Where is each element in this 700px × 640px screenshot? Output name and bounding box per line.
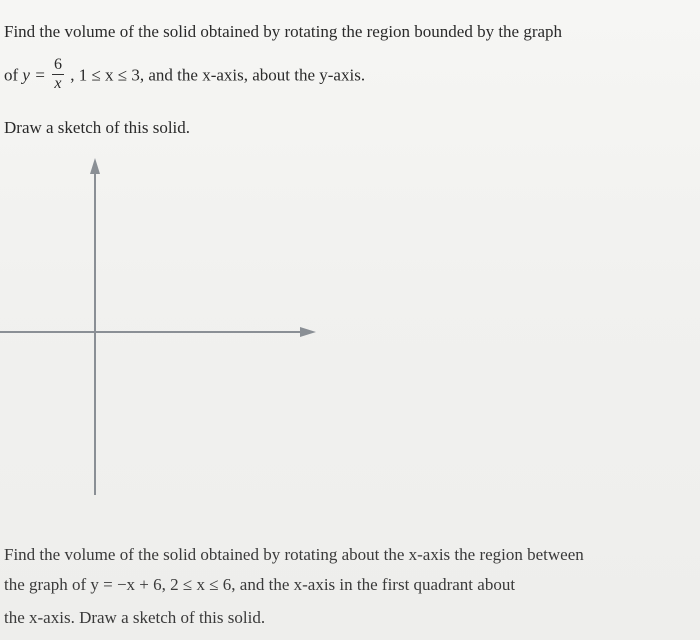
problem2-line2: the graph of y = −x + 6, 2 ≤ x ≤ 6, and the x-axis in the first quadrant about — [4, 575, 516, 594]
problem1-of-text: of — [4, 65, 19, 85]
function-lhs: y = — [22, 65, 46, 85]
interval-text: , 1 ≤ x ≤ 3, — [70, 65, 145, 85]
fraction-denominator: x — [54, 75, 62, 92]
problem1-line2 — [4, 58, 365, 95]
problem1-line1: Find the volume of the solid obtained by rotating the region bounded by the graph — [4, 22, 563, 41]
fraction-numerator: 6 — [53, 56, 62, 73]
function-fraction — [52, 56, 64, 93]
problem1-line2-tail: and the x-axis, about the y-axis. — [148, 65, 366, 85]
x-axis-arrow-icon — [300, 327, 316, 337]
problem2-line1: Find the volume of the solid obtained by rotating about the x-axis the region between — [4, 545, 584, 564]
problem2-line3: the x-axis. Draw a sketch of this solid. — [4, 608, 266, 627]
problem1-sketch-instruction: Draw a sketch of this solid. — [4, 118, 191, 137]
sketch-axes — [0, 150, 330, 500]
y-axis-arrow-icon — [90, 158, 100, 174]
